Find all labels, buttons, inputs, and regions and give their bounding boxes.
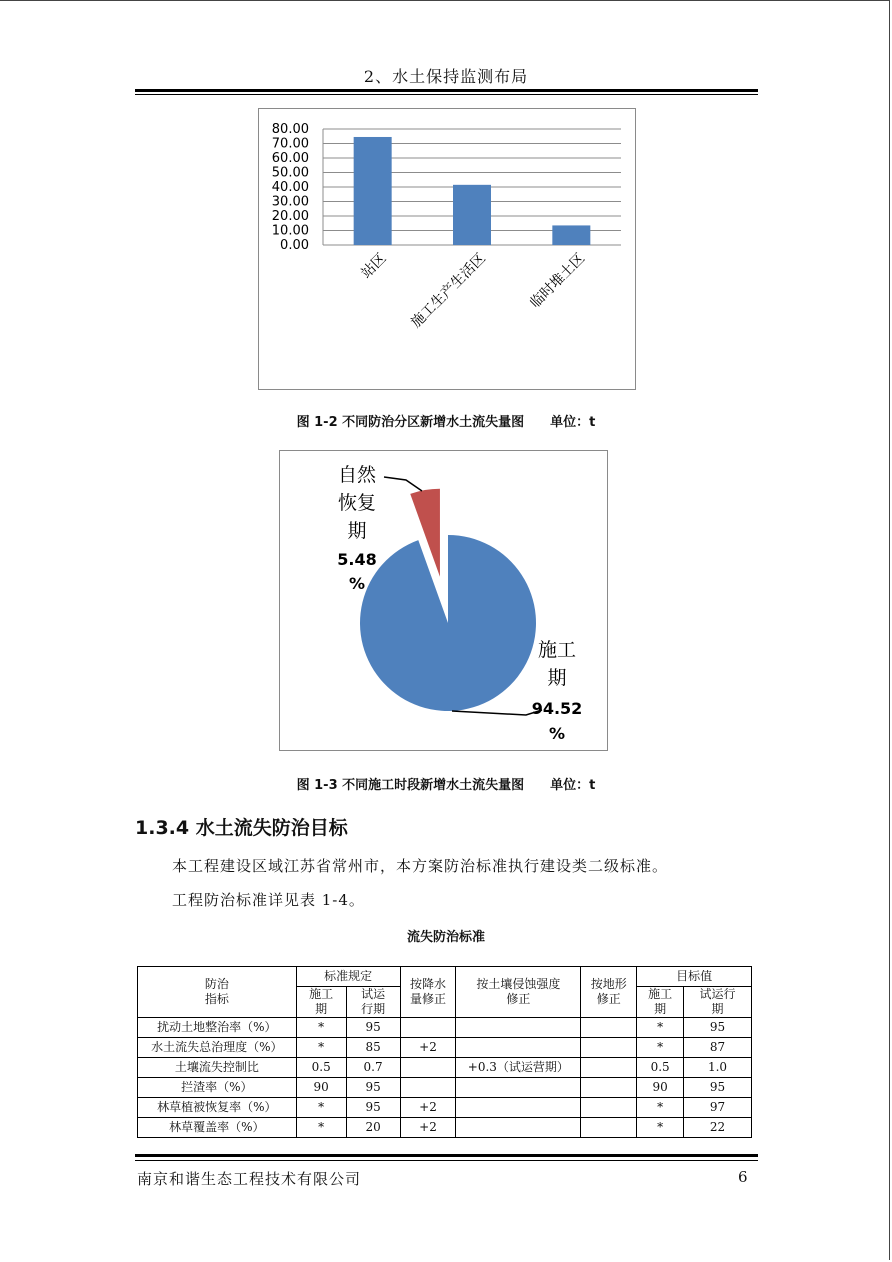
header-rule	[135, 89, 758, 92]
table-title: 流失防治标准	[406, 930, 485, 945]
table-row: 水土流失总治理度（%） * 85 +2 * 87	[138, 1038, 752, 1058]
pie-label: 自然	[337, 464, 377, 486]
paragraph-1: 本工程建设区域江苏省常州市，本方案防治标准执行建设类二级标准。	[172, 857, 669, 875]
bar	[453, 185, 491, 245]
pie-value-label: 5.48	[337, 550, 377, 569]
y-tick-label: 0.00	[280, 238, 309, 253]
footer-rule	[135, 1154, 758, 1157]
header-target-trial: 试运行 期	[684, 987, 752, 1018]
pie-chart	[280, 451, 607, 750]
y-tick-label: 60.00	[271, 151, 309, 166]
header-rule-thin	[135, 94, 758, 95]
y-tick-label: 70.00	[271, 136, 309, 152]
figure-unit: 单位：t	[550, 778, 596, 793]
pie-slice	[360, 535, 536, 711]
header-trial: 试运 行期	[346, 987, 400, 1018]
section-heading: 1.3.4 水土流失防治目标	[135, 817, 348, 839]
y-tick-label: 50.00	[271, 165, 309, 181]
y-tick-label: 80.00	[271, 122, 309, 137]
footer-company: 南京和谐生态工程技术有限公司	[137, 1170, 362, 1188]
figure-caption-text: 图 1-2 不同防治分区新增水土流失量图	[296, 415, 525, 430]
pie-label: 恢复	[337, 492, 377, 514]
table-row: 土壤流失控制比 0.5 0.7 +0.3（试运营期） 0.5 1.0	[138, 1058, 752, 1078]
bar	[552, 225, 590, 245]
figure-unit: 单位：t	[550, 415, 596, 430]
y-tick-label: 10.00	[271, 223, 309, 239]
figure-1-2-caption	[0, 411, 892, 430]
table-header-row	[138, 967, 752, 987]
figure-caption-text: 图 1-3 不同施工时段新增水土流失量图	[296, 778, 525, 793]
table-row: 扰动土地整治率（%） * 95 * 95	[138, 1018, 752, 1038]
standards-table	[137, 966, 752, 1138]
footer-rule-thin	[135, 1160, 758, 1161]
x-tick-label: 施工生产生活区	[408, 250, 489, 332]
pie-value-label: %	[548, 724, 566, 743]
table-row: 林草覆盖率（%） * 20 +2 * 22	[138, 1118, 752, 1138]
pie-value-label: 94.52	[531, 699, 583, 718]
x-tick-label: 站区	[358, 250, 390, 282]
pie-value-label: %	[348, 574, 366, 593]
y-tick-label: 20.00	[271, 209, 309, 224]
header-indicator: 防治 指标	[138, 967, 297, 1018]
leader-line	[452, 710, 542, 715]
paragraph-2: 工程防治标准详见表 1-4。	[172, 891, 365, 909]
y-tick-label: 40.00	[271, 180, 309, 195]
header-construction: 施工 期	[296, 987, 346, 1018]
x-tick-label: 临时堆土区	[527, 250, 589, 312]
bar-chart-frame	[258, 108, 636, 390]
header-rainfall: 按降水 量修正	[400, 967, 456, 1018]
page-number: 6	[738, 1168, 748, 1186]
pie-label: 期	[547, 667, 567, 689]
table-row: 拦渣率（%） 90 95 90 95	[138, 1078, 752, 1098]
header-target-construction: 施工 期	[637, 987, 684, 1018]
pie-label: 期	[347, 520, 367, 542]
header-terrain: 按地形 修正	[581, 967, 637, 1018]
pie-chart-frame	[279, 450, 608, 751]
figure-1-3-caption	[0, 774, 892, 793]
leader-line	[384, 477, 422, 491]
running-header: 2、水土保持监测布局	[363, 67, 529, 86]
bar	[354, 137, 392, 245]
pie-label: 施工	[537, 639, 577, 661]
bar-chart	[259, 109, 635, 389]
y-tick-label: 30.00	[271, 194, 309, 210]
header-target: 目标值	[637, 967, 752, 987]
header-erosion: 按土壤侵蚀强度 修正	[456, 967, 581, 1018]
header-standard: 标准规定	[296, 967, 400, 987]
table-row: 林草植被恢复率（%） * 95 +2 * 97	[138, 1098, 752, 1118]
